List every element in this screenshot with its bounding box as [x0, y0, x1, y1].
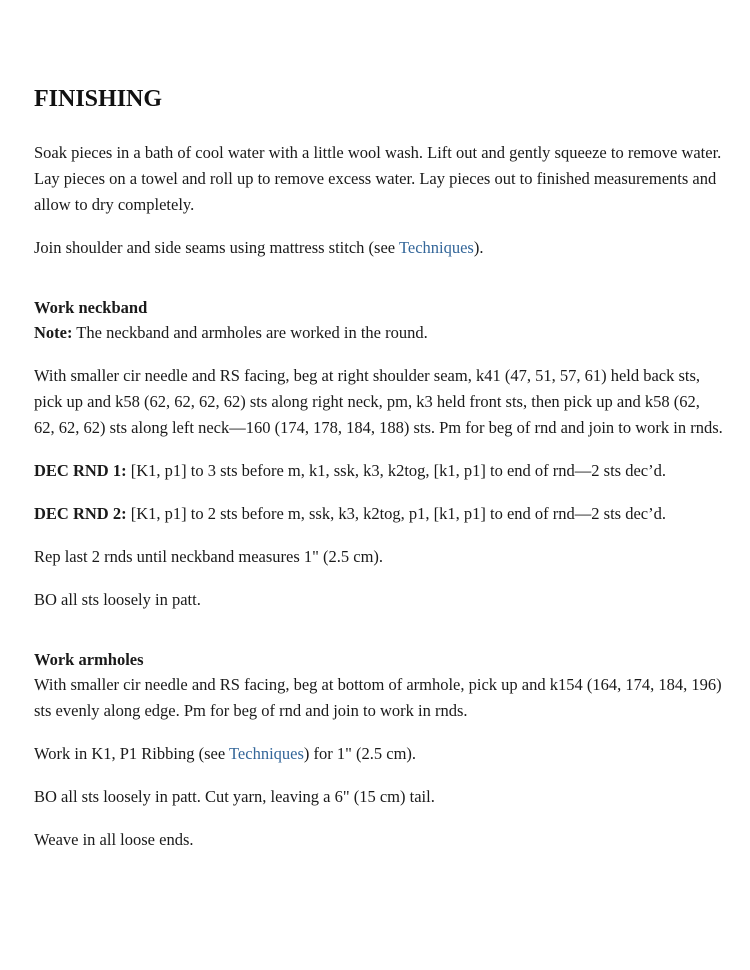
section-spacer: [34, 278, 724, 296]
seams-text-before: Join shoulder and side seams using mattress stitch (see: [34, 238, 399, 257]
dec-rnd-1: [34, 458, 724, 484]
section-spacer: [34, 630, 724, 648]
neckband-repeat-paragraph: Rep last 2 rnds until neckband measures 1" (2.5 cm).: [34, 547, 384, 566]
page-title: FINISHING: [34, 86, 163, 112]
dec-rnd-2: [34, 501, 724, 527]
dec-rnd-2-label: DEC RND 2:: [34, 504, 127, 523]
finishing-paragraph-blocking: Soak pieces in a bath of cool water with a little wool wash. Lift out and gently squeeze to remove water. Lay pieces on a towel and roll up to remove excess water. Lay pieces out to finished measurements and allow to dry completely.: [34, 143, 722, 214]
armholes-pickup-paragraph: With smaller cir needle and RS facing, beg at bottom of armhole, pick up and k154 (164, 174, 184, 196) sts evenly along edge. Pm for beg of rnd and join to work in rnds.: [34, 675, 722, 720]
neckband-pickup-paragraph: With smaller cir needle and RS facing, beg at right shoulder seam, k41 (47, 51, 57, 61) held back sts, pick up and k58 (62, 62, 62, 62) sts along right neck, pm, k3 held front sts, then pick up and k58 (62, 62, 62, 62) sts along left neck—160 (174, 178, 184, 188) sts. Pm for beg of rnd and join to work in rnds.: [34, 366, 723, 437]
dec-rnd-2-text: [K1, p1] to 2 sts before m, ssk, k3, k2tog, p1, [k1, p1] to end of rnd—2 sts dec’d.: [126, 504, 666, 523]
note-text: The neckband and armholes are worked in the round.: [72, 323, 428, 342]
techniques-link[interactable]: Techniques: [398, 238, 474, 257]
ribbing-text-after: ) for 1" (2.5 cm).: [303, 744, 417, 763]
armholes-ribbing-paragraph: [34, 741, 724, 767]
document-page: [34, 84, 724, 870]
armholes-bindoff-paragraph: BO all sts loosely in patt. Cut yarn, leaving a 6" (15 cm) tail.: [34, 787, 435, 806]
neckband-note: [34, 320, 724, 346]
techniques-link[interactable]: Techniques: [229, 744, 304, 763]
armholes-heading: Work armholes: [34, 650, 144, 669]
finishing-paragraph-seams: [34, 235, 724, 261]
dec-rnd-1-label: DEC RND 1:: [34, 461, 127, 480]
neckband-heading: Work neckband: [34, 298, 148, 317]
neckband-bindoff-paragraph: BO all sts loosely in patt.: [34, 590, 201, 609]
note-label: Note:: [34, 323, 73, 342]
weave-ends-paragraph: Weave in all loose ends.: [34, 830, 194, 849]
seams-text-after: ).: [473, 238, 484, 257]
dec-rnd-1-text: [K1, p1] to 3 sts before m, k1, ssk, k3, k2tog, [k1, p1] to end of rnd—2 sts dec’d.: [126, 461, 666, 480]
ribbing-text-before: Work in K1, P1 Ribbing (see: [34, 744, 229, 763]
